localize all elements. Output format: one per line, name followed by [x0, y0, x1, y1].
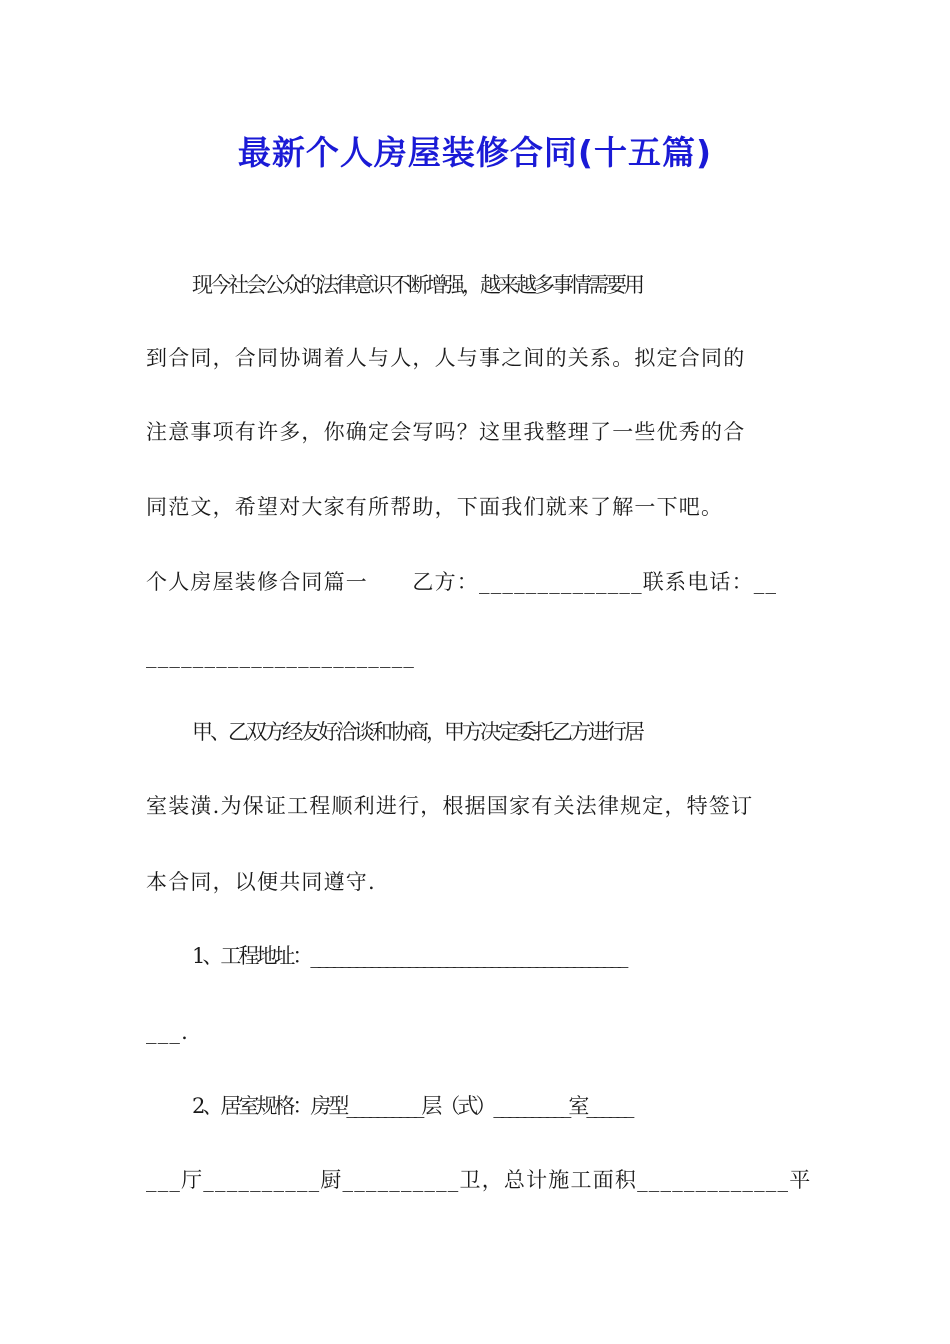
paragraph-line: 2、居室规格：房型__________层（式）__________室______ [192, 1094, 632, 1118]
paragraph-line: 现今社会公众的法律意识不断增强，越来越多事情需要用 [192, 273, 642, 297]
paragraph-line: 1、工程地址：__________________________________________ [192, 944, 626, 968]
paragraph-line: 同范文，希望对大家有所帮助，下面我们就来了解一下吧。 [146, 495, 724, 519]
paragraph-line: 注意事项有许多，你确定会写吗？这里我整理了一些优秀的合 [146, 420, 746, 444]
paragraph-line: ___厅__________厨__________卫，总计施工面积_____________平 [146, 1168, 812, 1192]
paragraph-line: 到合同，合同协调着人与人，人与事之间的关系。拟定合同的 [146, 346, 746, 370]
paragraph-line: 室装潢.为保证工程顺利进行，根据国家有关法律规定，特签订 [146, 794, 754, 818]
paragraph-line: 本合同，以便共同遵守. [146, 870, 376, 894]
paragraph-line: _______________________ [146, 644, 416, 668]
paragraph-line: 个人房屋装修合同篇一 乙方：______________联系电话：__ [146, 570, 778, 594]
document-title: 最新个人房屋装修合同(十五篇) [237, 133, 713, 172]
paragraph-line: 甲、乙双方经友好洽谈和协商，甲方决定委托乙方进行居 [192, 720, 642, 744]
paragraph-line: ___. [146, 1020, 189, 1044]
